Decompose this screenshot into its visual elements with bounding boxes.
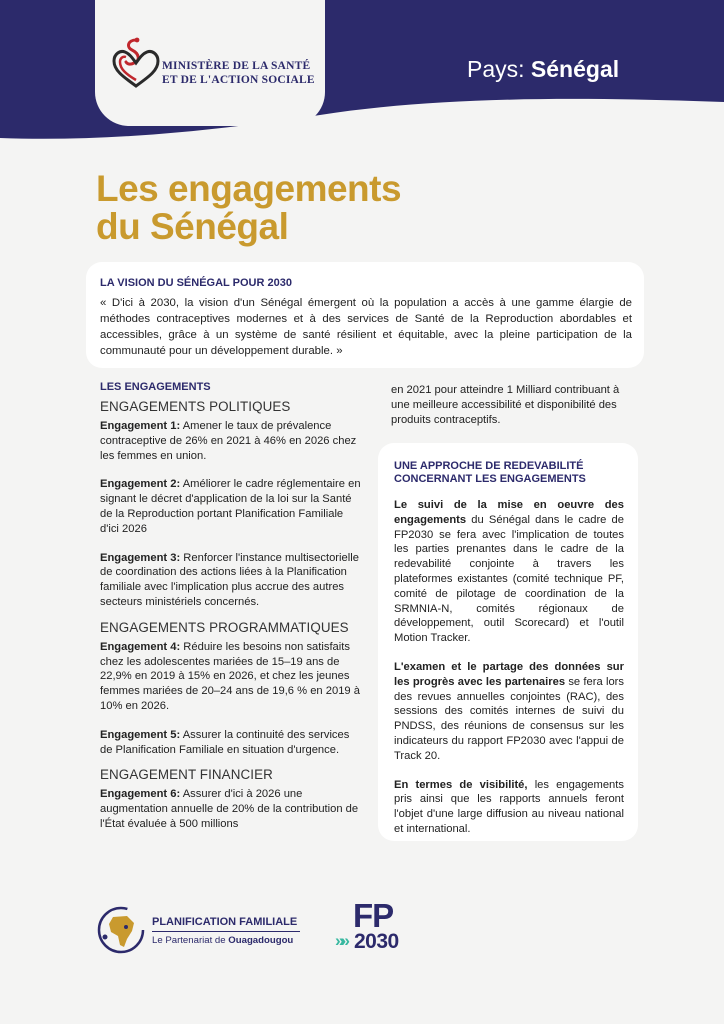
politiques-heading: ENGAGEMENTS POLITIQUES — [100, 399, 291, 414]
accountability-body — [394, 498, 624, 851]
pf-subtitle-prefix: Le Partenariat de — [152, 935, 229, 946]
page-title-line2: du Sénégal — [96, 206, 289, 247]
country-label — [467, 56, 619, 83]
vision-text: « D'ici à 2030, la vision d'un Sénégal émergent où la population a accès à une gamme élargie de méthodes contraceptives modernes et à des services de Santé de la Reproduction abordables et accessibles, grâce à un système de santé résilient et équitable, avec la pleine participation de la communauté pour un développement durable. » — [100, 297, 632, 357]
engagement-2 — [100, 477, 362, 536]
engagement-6-label: Engagement 6: — [100, 788, 181, 801]
financier-heading: ENGAGEMENT FINANCIER — [100, 767, 273, 783]
accountability-paragraph-text: les engagements pris ainsi que les rapports annuels feront l'objet d'une large diffusion au niveau national et international. — [394, 778, 624, 835]
engagement-4-text: Réduire les besoins non satisfaits chez les adolescentes mariées de 15–19 ans de 22,9% en 2019 à 15% en 2026, et chez les jeunes femmes mariées de 20–24 ans de 19,6 % en 2019 à 10% en 2026. — [100, 640, 360, 712]
accountability-paragraph-lead: L'examen et le partage des données sur les progrès avec les partenaires — [394, 660, 624, 688]
engagement-4-label: Engagement 4: — [100, 640, 181, 653]
engagement-1 — [100, 419, 362, 463]
accountability-paragraph — [394, 498, 624, 646]
fp2030-chevron-icon: »» — [335, 931, 346, 950]
fp2030-logo-fp: FP — [353, 897, 394, 934]
accountability-paragraph-text: du Sénégal dans le cadre de FP2030 se fera avec l'implication de toutes les parties prenantes dans le cadre de la redevabilité conjointe à travers les plateformes existantes (comité technique PF, comité de pilotage de coordination de la SRMNIA-N, comités régionaux de développement, outil Scorecard) et l'outil Motion Tracker. — [394, 513, 624, 645]
accountability-paragraph-lead: Le suivi de la mise en oeuvre des engagements — [394, 499, 624, 526]
engagement-6-continuation: en 2021 pour atteindre 1 Milliard contribuant à une meilleure accessibilité et disponibilité des produits contraceptifs. — [391, 384, 620, 426]
programmatiques-heading: ENGAGEMENTS PROGRAMMATIQUES — [100, 619, 349, 635]
ministry-name-line2: ET DE L'ACTION SOCIALE — [162, 74, 315, 86]
engagement-2-text: Améliorer le cadre réglementaire en signant le décret d'application de la loi sur la Santé de la Reproduction portant Planification Familiale d'ici 2026 — [100, 478, 361, 535]
engagement-4 — [100, 640, 362, 714]
engagement-5-text: Assurer la continuité des services de Planification Familiale en situation d'urgence. — [100, 728, 350, 756]
engagement-6 — [100, 787, 362, 831]
country-prefix: Pays: — [467, 56, 531, 82]
ministry-name-line1: MINISTÈRE DE LA SANTÉ — [162, 60, 311, 72]
pf-logo-divider — [152, 931, 300, 932]
fp2030-logo-year: 2030 — [354, 930, 399, 953]
pf-subtitle-bold: Ouagadougou — [228, 935, 294, 946]
engagement-2-label: Engagement 2: — [100, 478, 181, 491]
africa-partnership-logo-icon — [96, 905, 146, 955]
pf-logo-subtitle — [152, 935, 293, 946]
engagement-3-label: Engagement 3: — [100, 551, 181, 564]
engagement-1-label: Engagement 1: — [100, 420, 181, 432]
vision-heading: LA VISION DU SÉNÉGAL POUR 2030 — [100, 277, 292, 289]
accountability-heading: UNE APPROCHE DE REDEVABILITÉ CONCERNANT LES ENGAGEMENTS — [394, 460, 586, 485]
engagements-column — [100, 381, 362, 846]
engagement-1-text: Amener le taux de prévalence contraceptive de 26% en 2021 à 46% en 2026 chez les femmes en union. — [100, 420, 357, 462]
accountability-paragraph-lead: En termes de visibilité, — [394, 778, 528, 791]
engagement-3-text: Renforcer l'instance multisectorielle de coordination des actions liées à la Planification familiale avec l'implication plus accrue des autres secteurs ministériels concernés. — [100, 551, 359, 608]
engagement-6-text: Assurer d'ici à 2026 une augmentation annuelle de 20% de la contribution de l'État évaluée à 500 millions — [100, 788, 359, 830]
page-title-line1: Les engagements — [96, 168, 402, 209]
accountability-paragraph-text: se fera lors des revues annuelles conjointes (RAC), des sessions des comités internes de suivi du PNDSS, des réunions de consensus sur les indicateurs du rapport FP2030 avec l'appui de Track 20. — [394, 675, 624, 762]
pf-logo-title: PLANIFICATION FAMILIALE — [152, 916, 298, 928]
engagements-heading: LES ENGAGEMENTS — [100, 381, 211, 393]
country-name: Sénégal — [530, 56, 620, 82]
engagement-5 — [100, 728, 362, 758]
engagement-3 — [100, 551, 362, 610]
engagement-5-label: Engagement 5: — [100, 728, 181, 741]
ministry-snake-heart-icon — [110, 34, 162, 90]
accountability-paragraph — [394, 778, 624, 837]
accountability-paragraph — [394, 660, 624, 764]
